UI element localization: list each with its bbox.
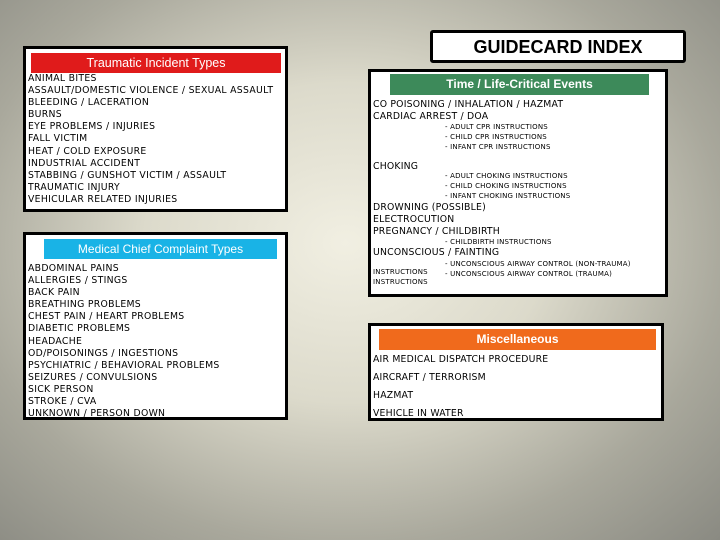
instructions-label: INSTRUCTIONS bbox=[373, 278, 428, 286]
medical-panel bbox=[23, 232, 288, 420]
list-item: BLEEDING / LACERATION bbox=[28, 97, 150, 109]
title-box bbox=[430, 30, 686, 63]
electrocution-item: ELECTROCUTION bbox=[373, 214, 455, 225]
cardiac-item: CARDIAC ARREST / DOA bbox=[373, 111, 489, 122]
list-item: ABDOMINAL PAINS bbox=[28, 263, 119, 274]
list-item: CHEST PAIN / HEART PROBLEMS bbox=[28, 311, 185, 323]
list-item: UNKNOWN / PERSON DOWN bbox=[28, 408, 166, 420]
list-item: ASSAULT/DOMESTIC VIOLENCE / SEXUAL ASSAULT bbox=[28, 85, 274, 97]
sub-item: - UNCONSCIOUS AIRWAY CONTROL (TRAUMA) bbox=[445, 270, 613, 278]
instructions-label: INSTRUCTIONS bbox=[373, 268, 428, 276]
list-item: VEHICLE IN WATER bbox=[373, 408, 464, 419]
list-item: BACK PAIN bbox=[28, 287, 80, 299]
traumatic-panel bbox=[23, 46, 288, 212]
sub-item: - ADULT CHOKING INSTRUCTIONS bbox=[445, 172, 568, 180]
list-item: VEHICULAR RELATED INJURIES bbox=[28, 193, 178, 205]
choking-item: CHOKING bbox=[373, 161, 419, 172]
list-item: HAZMAT bbox=[373, 390, 414, 401]
sub-item: - UNCONSCIOUS AIRWAY CONTROL (NON-TRAUMA) bbox=[445, 260, 631, 268]
unconscious-instructions bbox=[445, 259, 631, 279]
list-item: HEADACHE bbox=[28, 335, 83, 347]
sub-item: - CHILD CHOKING INSTRUCTIONS bbox=[445, 182, 567, 190]
sub-item: - INFANT CPR INSTRUCTIONS bbox=[445, 143, 551, 151]
list-item: SEIZURES / CONVULSIONS bbox=[28, 371, 158, 383]
drowning-item: DROWNING (POSSIBLE) bbox=[373, 202, 486, 213]
traumatic-header: Traumatic Incident Types bbox=[31, 53, 281, 73]
medical-header: Medical Chief Complaint Types bbox=[44, 239, 277, 259]
sub-item: - INFANT CHOKING INSTRUCTIONS bbox=[445, 192, 571, 200]
sub-item: - CHILD CPR INSTRUCTIONS bbox=[445, 133, 547, 141]
childbirth-instructions: - CHILDBIRTH INSTRUCTIONS bbox=[445, 238, 552, 246]
misc-panel bbox=[368, 323, 664, 421]
list-item: BREATHING PROBLEMS bbox=[28, 299, 142, 311]
list-item: INDUSTRIAL ACCIDENT bbox=[28, 157, 141, 169]
page-title: GUIDECARD INDEX bbox=[473, 37, 643, 57]
misc-header: Miscellaneous bbox=[379, 329, 656, 350]
cardiac-instructions bbox=[445, 122, 551, 152]
traumatic-list bbox=[28, 73, 273, 206]
list-item: OD/POISONINGS / INGESTIONS bbox=[28, 347, 179, 359]
instructions-labels bbox=[373, 267, 428, 287]
medical-list bbox=[28, 263, 220, 420]
unconscious-item: UNCONSCIOUS / FAINTING bbox=[373, 247, 500, 258]
list-item: ALLERGIES / STINGS bbox=[28, 275, 128, 287]
list-item: ANIMAL BITES bbox=[28, 73, 97, 84]
list-item: TRAUMATIC INJURY bbox=[28, 181, 121, 193]
pregnancy-item: PREGNANCY / CHILDBIRTH bbox=[373, 226, 500, 237]
list-item: FALL VICTIM bbox=[28, 133, 88, 145]
co-poisoning-item: CO POISONING / INHALATION / HAZMAT bbox=[373, 99, 564, 110]
critical-header: Time / Life-Critical Events bbox=[390, 74, 649, 95]
list-item: PSYCHIATRIC / BEHAVIORAL PROBLEMS bbox=[28, 359, 220, 371]
sub-item: - ADULT CPR INSTRUCTIONS bbox=[445, 123, 548, 131]
list-item: EYE PROBLEMS / INJURIES bbox=[28, 121, 156, 133]
list-item: DIABETIC PROBLEMS bbox=[28, 323, 131, 335]
list-item: HEAT / COLD EXPOSURE bbox=[28, 145, 147, 157]
choking-instructions bbox=[445, 171, 570, 201]
list-item: STROKE / CVA bbox=[28, 396, 97, 408]
list-item: STABBING / GUNSHOT VICTIM / ASSAULT bbox=[28, 169, 227, 181]
critical-panel bbox=[368, 69, 668, 297]
list-item: AIRCRAFT / TERRORISM bbox=[373, 372, 486, 383]
list-item: BURNS bbox=[28, 109, 62, 121]
list-item: SICK PERSON bbox=[28, 383, 94, 395]
list-item: AIR MEDICAL DISPATCH PROCEDURE bbox=[373, 354, 549, 365]
